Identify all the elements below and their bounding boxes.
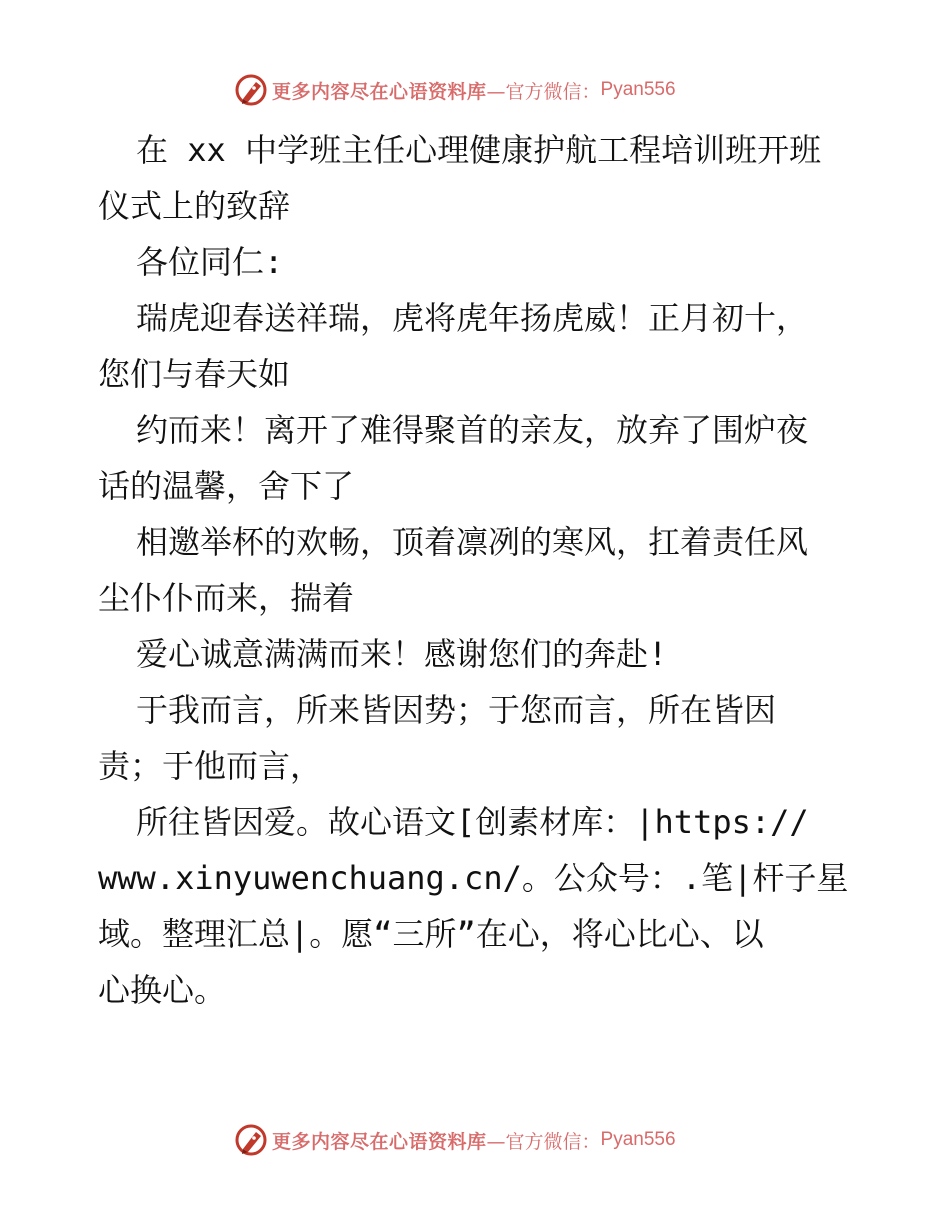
body-line: 于我而言，所来皆因势；于您而言，所在皆因 <box>136 691 777 729</box>
body-line: 话的温馨，舍下了 <box>98 467 355 505</box>
body-line: 爱心诚意满满而来！感谢您们的奔赴! <box>136 635 668 673</box>
title-line-1: 在 xx 中学班主任心理健康护航工程培训班开班 <box>136 131 822 169</box>
body-line: 责；于他而言， <box>98 747 323 785</box>
footer-banner-wechat-label: —官方微信： <box>486 1130 601 1153</box>
body-line: 相邀举杯的欢畅，顶着凛冽的寒风，扛着责任风 <box>136 523 809 561</box>
title-line-2: 仪式上的致辞 <box>98 187 291 225</box>
body-line: 您们与春天如 <box>98 355 291 393</box>
document-body <box>98 122 858 1018</box>
header-banner-wechat-label: —官方微信： <box>486 80 601 103</box>
body-line: 域。整理汇总|。愿“三所”在心，将心比心、以 <box>98 915 764 953</box>
header-banner <box>234 72 676 108</box>
footer-banner-wechat-id: Pyan556 <box>600 1129 676 1150</box>
body-line: www.xinyuwenchuang.cn/。公众号：.笔|杆子星 <box>98 859 849 897</box>
body-line: 尘仆仆而来，揣着 <box>98 579 355 617</box>
footer-banner <box>234 1122 676 1158</box>
pen-logo-icon <box>234 1123 268 1157</box>
header-banner-title: 更多内容尽在心语资料库 <box>272 80 487 103</box>
salutation: 各位同仁: <box>136 243 284 281</box>
pen-logo-icon <box>234 73 268 107</box>
body-line: 约而来！离开了难得聚首的亲友，放弃了围炉夜 <box>136 411 809 449</box>
footer-banner-title: 更多内容尽在心语资料库 <box>272 1130 487 1153</box>
body-line: 所往皆因爱。故心语文[创素材库：|https:// <box>136 803 809 841</box>
body-line: 瑞虎迎春送祥瑞，虎将虎年扬虎威！正月初十， <box>136 299 809 337</box>
header-banner-wechat-id: Pyan556 <box>600 79 676 100</box>
body-line: 心换心。 <box>98 971 227 1009</box>
